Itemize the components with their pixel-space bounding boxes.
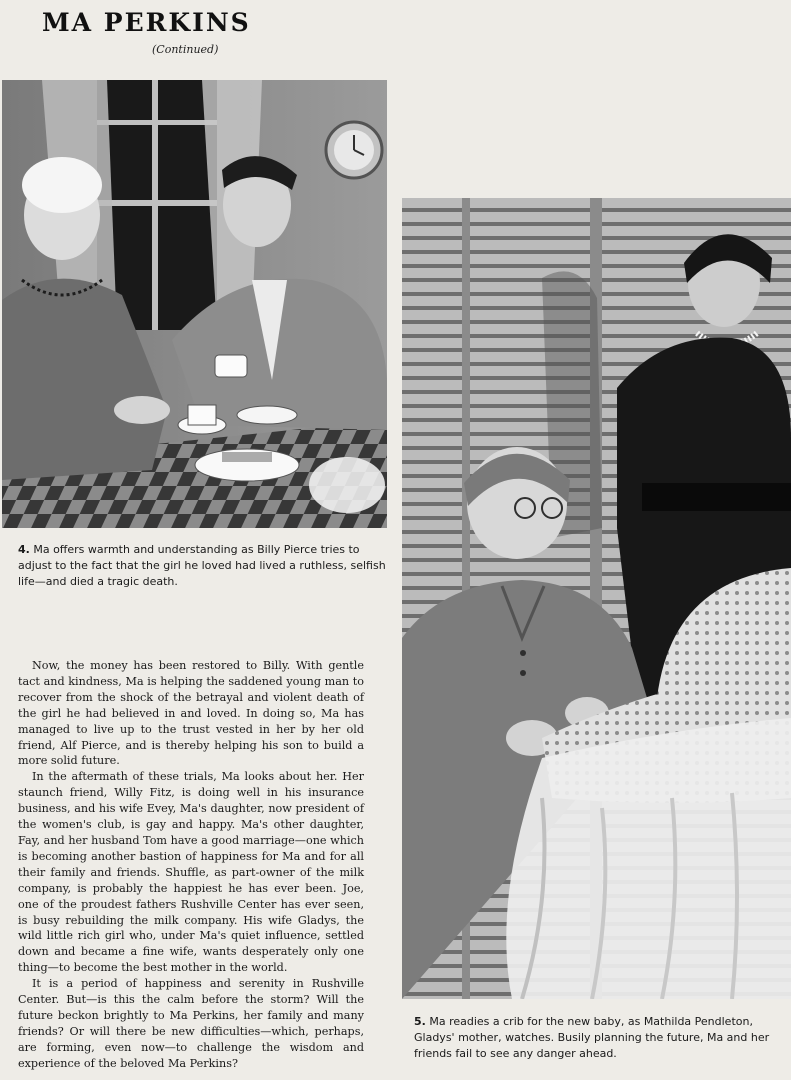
caption-5-number: 5. — [414, 1015, 426, 1028]
photo-ma-with-crib-and-mathilda — [402, 198, 791, 999]
caption-4-number: 4. — [18, 543, 30, 556]
continued-label: (Continued) — [152, 43, 219, 56]
photo-ma-and-billy-at-table — [2, 80, 387, 528]
caption-4-text: Ma offers warmth and understanding as Billy Pierce tries to adjust to the fact that the girl he loved had lived a ruthless, selfish life—and died a tragic death. — [18, 543, 386, 588]
article-paragraph: It is a period of happiness and serenity in Rushville Center. But—is this the calm before the storm? Will the future beckon brightly to Ma Perkins, her family and many friends? Or will there be new difficulties—which, perhaps, are forming, even now—to challenge the wisdom and experience of the beloved Ma Perkins? — [18, 977, 364, 1070]
article-body — [18, 658, 364, 1072]
photo-scene-1-image — [2, 80, 387, 528]
article-paragraph: In the aftermath of these trials, Ma looks about her. Her staunch friend, Willy Fitz, is doing well in his insurance business, and his wife Evey, Ma's daughter, now president of the women's club, is gay and happy. Ma's other daughter, Fay, and her husband Tom have a good marriage—one which is becoming another bastion of happiness for Ma and for all their family and friends. Shuffle, as part-owner of the milk company, is probably the happiest he has ever been. Joe, one of the proudest fathers Rushville Center has ever seen, is busy rebuilding the milk company. His wife Gladys, the wild little rich girl who, under Ma's quiet influence, settled down and became a fine wife, wants desperately only one thing—to become the best mother in the world. — [18, 770, 364, 975]
caption-photo-4 — [18, 542, 388, 590]
caption-photo-5 — [414, 1014, 786, 1062]
article-paragraph: Now, the money has been restored to Billy. With gentle tact and kindness, Ma is helping the saddened young man to recover from the shock of the betrayal and violent death of the girl he had believed in and loved. In doing so, Ma has managed to live up to the trust vested in her by her old friend, Alf Pierce, and is thereby helping his son to build a more solid future. — [18, 659, 364, 768]
caption-5-text: Ma readies a crib for the new baby, as Mathilda Pendleton, Gladys' mother, watches. Busily planning the future, Ma and her friends fail to see any danger ahead. — [414, 1015, 770, 1060]
photo-scene-2-image — [402, 198, 791, 999]
page-title: MA PERKINS — [42, 8, 251, 37]
